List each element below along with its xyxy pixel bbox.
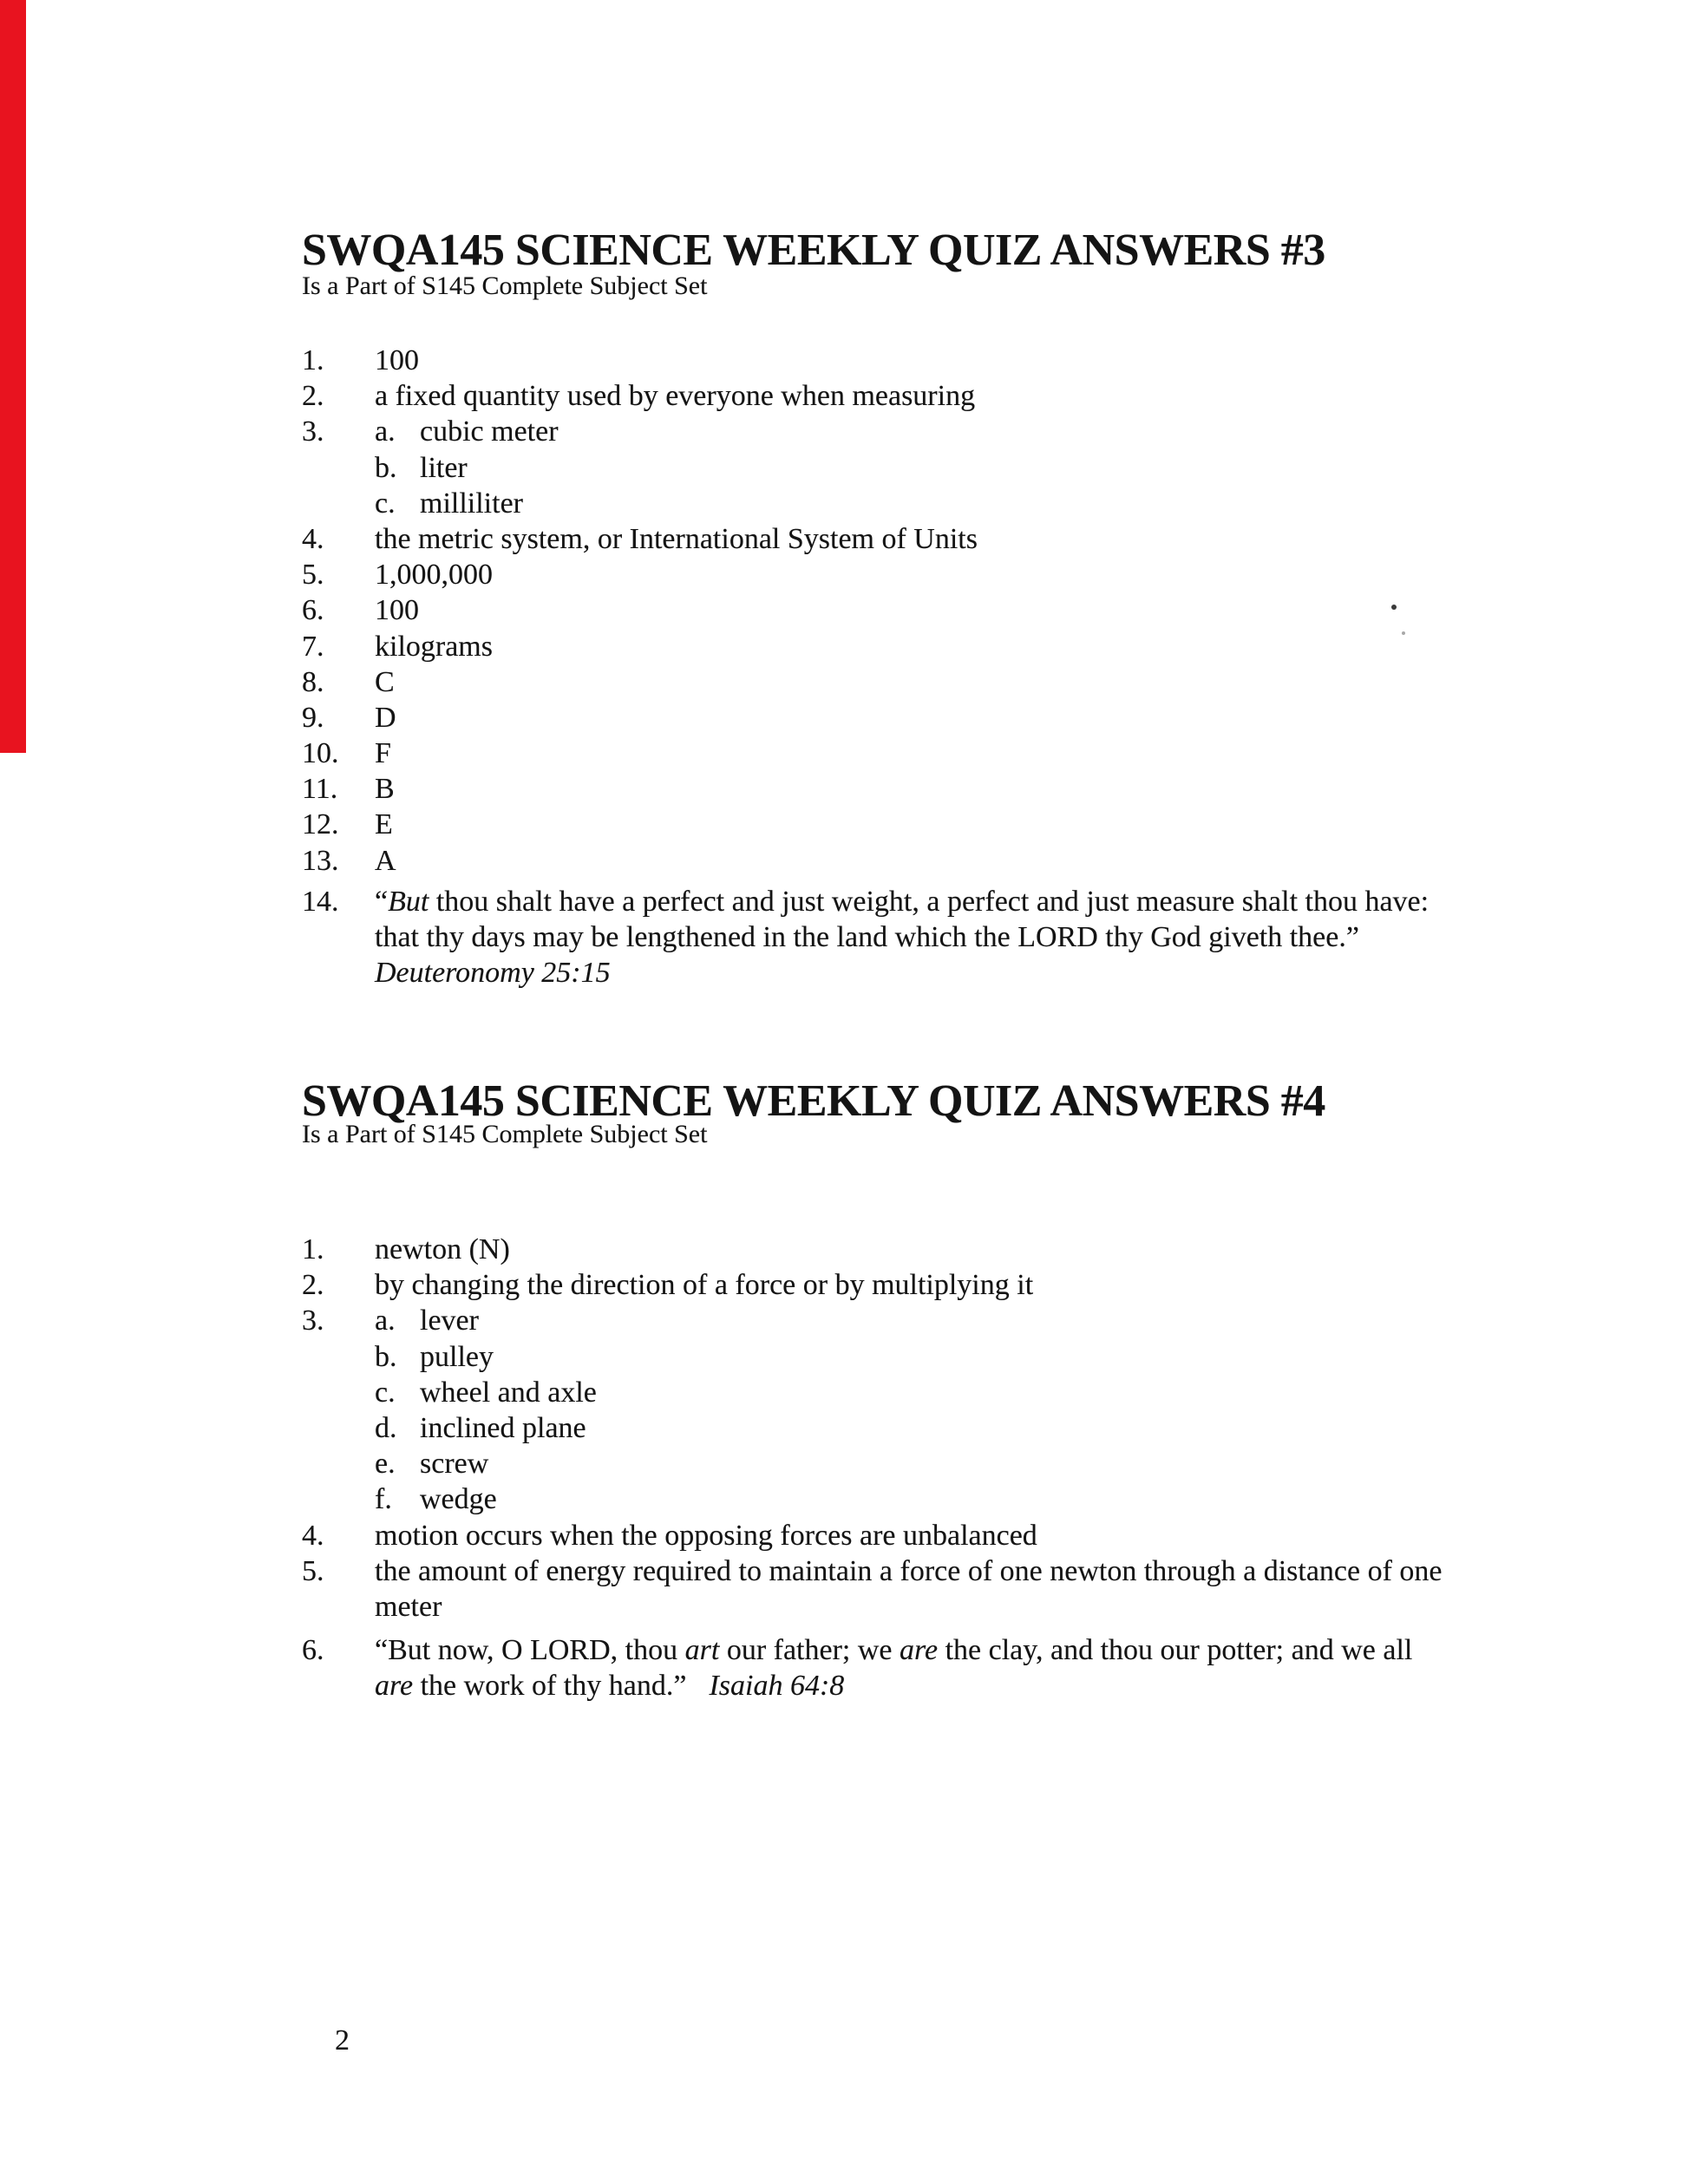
scripture-reference: Deuteronomy 25:15	[375, 957, 611, 990]
list-item	[302, 450, 978, 486]
item-text: 1,000,000	[375, 559, 493, 592]
list-item	[302, 843, 978, 879]
item-text: pulley	[420, 1340, 494, 1373]
item-number: 7.	[302, 630, 324, 663]
list-item	[302, 343, 978, 378]
quote-text: “But now, O LORD, thou	[375, 1634, 685, 1666]
quiz3-answer-list	[302, 343, 978, 879]
item-number: 5.	[302, 1554, 324, 1587]
quiz3-title: SWQA145 SCIENCE WEEKLY QUIZ ANSWERS #3	[302, 226, 1325, 275]
item-text: D	[375, 701, 396, 734]
item-letter: b.	[375, 1340, 397, 1373]
quote-italic-word: art	[684, 1634, 720, 1666]
quote-text: the work of thy hand.”	[413, 1670, 687, 1703]
quiz3-item14-quote	[302, 884, 1429, 991]
quiz4-title: SWQA145 SCIENCE WEEKLY QUIZ ANSWERS #4	[302, 1076, 1325, 1126]
item-text: lever	[420, 1305, 479, 1337]
item-text: C	[375, 665, 395, 698]
item-text: wheel and axle	[420, 1376, 597, 1409]
quote-text: the clay, and thou our potter; and we all	[938, 1634, 1413, 1666]
item-text: A	[375, 844, 396, 877]
quote-line	[302, 884, 1429, 919]
item-letter: a.	[375, 1305, 396, 1337]
item-text: E	[375, 808, 393, 841]
item-letter: e.	[375, 1448, 396, 1481]
item-text: the amount of energy required to maintain a force of one newton through a distance of one	[375, 1554, 1443, 1587]
list-item	[302, 807, 978, 842]
list-item	[302, 629, 978, 664]
list-item	[302, 521, 978, 557]
item-number: 13.	[302, 844, 339, 877]
quote-line	[302, 955, 1429, 991]
list-item	[302, 592, 978, 628]
quiz4-item6-quote	[302, 1632, 1412, 1703]
item-number: 9.	[302, 701, 324, 734]
item-text: a fixed quantity used by everyone when measuring	[375, 380, 976, 413]
item-text: screw	[420, 1448, 489, 1481]
quote-open: “	[375, 886, 389, 918]
item-text: motion occurs when the opposing forces are unbalanced	[375, 1519, 1037, 1552]
item-text: 100	[375, 594, 419, 627]
list-item	[302, 557, 978, 592]
quote-text: our father; we	[719, 1634, 900, 1666]
item-letter: f.	[375, 1483, 392, 1516]
quiz4-answer-list	[302, 1232, 1443, 1625]
item-letter: c.	[375, 1376, 396, 1409]
item-text: inclined plane	[420, 1411, 586, 1444]
scan-speck	[1402, 631, 1405, 635]
list-item	[302, 1267, 1443, 1303]
scan-speck	[1391, 605, 1397, 610]
quote-italic-word: are	[900, 1634, 939, 1666]
list-item	[302, 1518, 1443, 1553]
item-text: the metric system, or International System of Units	[375, 522, 978, 555]
item-text: wedge	[420, 1483, 497, 1516]
list-item	[302, 378, 978, 414]
item-text: B	[375, 773, 395, 806]
quote-italic-word: are	[375, 1670, 414, 1703]
list-item	[302, 414, 978, 449]
list-item	[302, 1481, 1443, 1517]
item-number: 10.	[302, 737, 339, 770]
item-text: meter	[375, 1590, 442, 1623]
item-text: newton (N)	[375, 1233, 510, 1265]
item-number: 1.	[302, 344, 324, 376]
item-text: by changing the direction of a force or by multiplying it	[375, 1269, 1034, 1302]
item-number: 2.	[302, 380, 324, 413]
quote-italic-word: But	[388, 886, 429, 918]
list-item	[302, 1375, 1443, 1410]
item-number: 5.	[302, 559, 324, 592]
item-text: kilograms	[375, 630, 493, 663]
item-number: 3.	[302, 415, 324, 448]
item-letter: b.	[375, 451, 397, 484]
item-letter: d.	[375, 1411, 397, 1444]
item-text: 100	[375, 344, 419, 376]
item-letter: c.	[375, 487, 396, 520]
item-number: 2.	[302, 1269, 324, 1302]
item-number: 6.	[302, 594, 324, 627]
list-item	[302, 1303, 1443, 1338]
list-item	[302, 1446, 1443, 1481]
quote-line	[302, 1668, 1412, 1703]
quote-text: that thy days may be lengthened in the land which the LORD thy God giveth thee.”	[375, 921, 1359, 954]
item-number: 3.	[302, 1305, 324, 1337]
quote-text: thou shalt have a perfect and just weight, a perfect and just measure shalt thou have:	[429, 886, 1430, 918]
item-text: milliliter	[420, 487, 523, 520]
list-item	[302, 771, 978, 807]
item-number: 4.	[302, 1519, 324, 1552]
quiz3-subtitle: Is a Part of S145 Complete Subject Set	[302, 271, 708, 300]
item-text: liter	[420, 451, 468, 484]
page-number: 2	[335, 2024, 350, 2056]
item-number: 8.	[302, 665, 324, 698]
quote-line	[302, 1632, 1412, 1668]
scan-edge-red-strip	[0, 0, 26, 753]
list-item	[302, 664, 978, 700]
item-number: 1.	[302, 1233, 324, 1265]
list-item	[302, 1232, 1443, 1267]
list-item	[302, 1339, 1443, 1375]
item-number: 11.	[302, 773, 338, 806]
list-item	[302, 736, 978, 771]
scripture-reference: Isaiah 64:8	[709, 1670, 845, 1703]
item-letter: a.	[375, 415, 396, 448]
item-number: 14.	[302, 886, 339, 918]
list-item	[302, 486, 978, 521]
item-number: 12.	[302, 808, 339, 841]
item-number: 4.	[302, 522, 324, 555]
quiz4-subtitle: Is a Part of S145 Complete Subject Set	[302, 1120, 708, 1148]
list-item	[302, 1410, 1443, 1446]
list-item	[302, 1553, 1443, 1589]
quote-line	[302, 919, 1429, 955]
item-number: 6.	[302, 1634, 324, 1666]
item-text: cubic meter	[420, 415, 559, 448]
list-item	[302, 1589, 1443, 1625]
list-item	[302, 700, 978, 736]
item-text: F	[375, 737, 391, 770]
